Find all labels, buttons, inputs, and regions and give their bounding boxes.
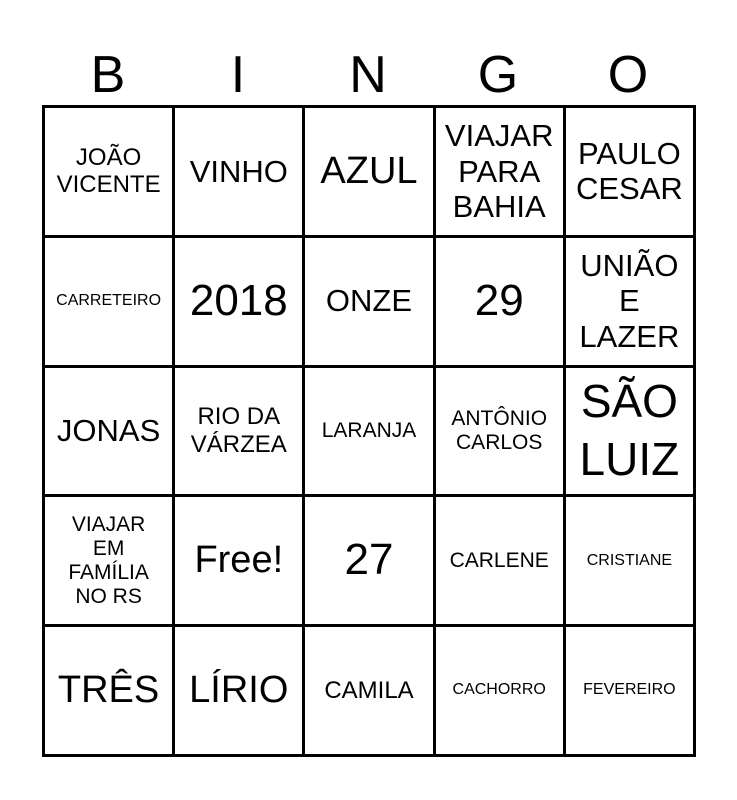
bingo-cell[interactable] [45, 627, 175, 757]
cell-text: JOÃO VICENTE [56, 143, 161, 199]
bingo-cell[interactable] [305, 627, 435, 757]
bingo-cell[interactable] [566, 238, 696, 368]
cell-text: 27 [344, 535, 394, 585]
cell-text: LARANJA [321, 418, 417, 442]
bingo-cell[interactable] [566, 627, 696, 757]
cell-text: CARLENE [449, 548, 549, 572]
header-letter-i: I [230, 46, 246, 104]
bingo-cell[interactable] [45, 497, 175, 627]
cell-text: PAULO CESAR [575, 135, 683, 207]
bingo-cell[interactable] [436, 497, 566, 627]
bingo-cell[interactable] [436, 108, 566, 238]
bingo-cell[interactable] [566, 368, 696, 498]
cell-text: VIAJAR EM FAMÍLIA NO RS [68, 512, 149, 608]
bingo-cell[interactable] [566, 497, 696, 627]
cell-text: VIAJAR PARA BAHIA [444, 117, 554, 225]
cell-text: 29 [474, 275, 524, 325]
cell-text: SÃO LUIZ [579, 375, 680, 485]
bingo-cell[interactable] [436, 238, 566, 368]
bingo-cell[interactable] [175, 108, 305, 238]
bingo-cell[interactable] [436, 627, 566, 757]
bingo-grid [42, 105, 696, 757]
cell-text: AZUL [320, 149, 418, 192]
cell-text: CRISTIANE [586, 551, 673, 569]
cell-text: CAMILA [324, 676, 414, 704]
cell-text: JONAS [56, 413, 161, 449]
cell-text: RIO DA VÁRZEA [190, 403, 287, 458]
bingo-cell[interactable] [305, 238, 435, 368]
cell-text: CACHORRO [452, 681, 546, 699]
cell-text: TRÊS [57, 668, 160, 711]
header-letter-b: B [90, 46, 126, 104]
bingo-cell[interactable] [45, 108, 175, 238]
cell-text: ANTÔNIO CARLOS [451, 406, 548, 454]
bingo-cell[interactable] [45, 238, 175, 368]
bingo-cell[interactable] [175, 627, 305, 757]
bingo-cell[interactable] [436, 368, 566, 498]
header-letter-n: N [349, 46, 387, 104]
header-letter-o: O [607, 46, 649, 104]
cell-text: UNIÃO E LAZER [579, 247, 680, 355]
cell-text: ONZE [325, 283, 413, 319]
cell-text: 2018 [189, 275, 288, 325]
bingo-cell[interactable] [305, 497, 435, 627]
free-space-text: Free! [194, 538, 284, 581]
bingo-cell[interactable] [175, 238, 305, 368]
cell-text: LÍRIO [189, 668, 289, 711]
bingo-cell[interactable] [566, 108, 696, 238]
bingo-cell[interactable] [45, 368, 175, 498]
bingo-cell[interactable] [305, 108, 435, 238]
bingo-header [43, 44, 693, 106]
cell-text: FEVEREIRO [583, 681, 676, 699]
header-letter-g: G [477, 46, 519, 104]
cell-text: CARRETEIRO [56, 292, 162, 309]
free-space-cell[interactable] [175, 497, 305, 627]
bingo-cell[interactable] [305, 368, 435, 498]
bingo-cell[interactable] [175, 368, 305, 498]
cell-text: VINHO [189, 153, 288, 189]
